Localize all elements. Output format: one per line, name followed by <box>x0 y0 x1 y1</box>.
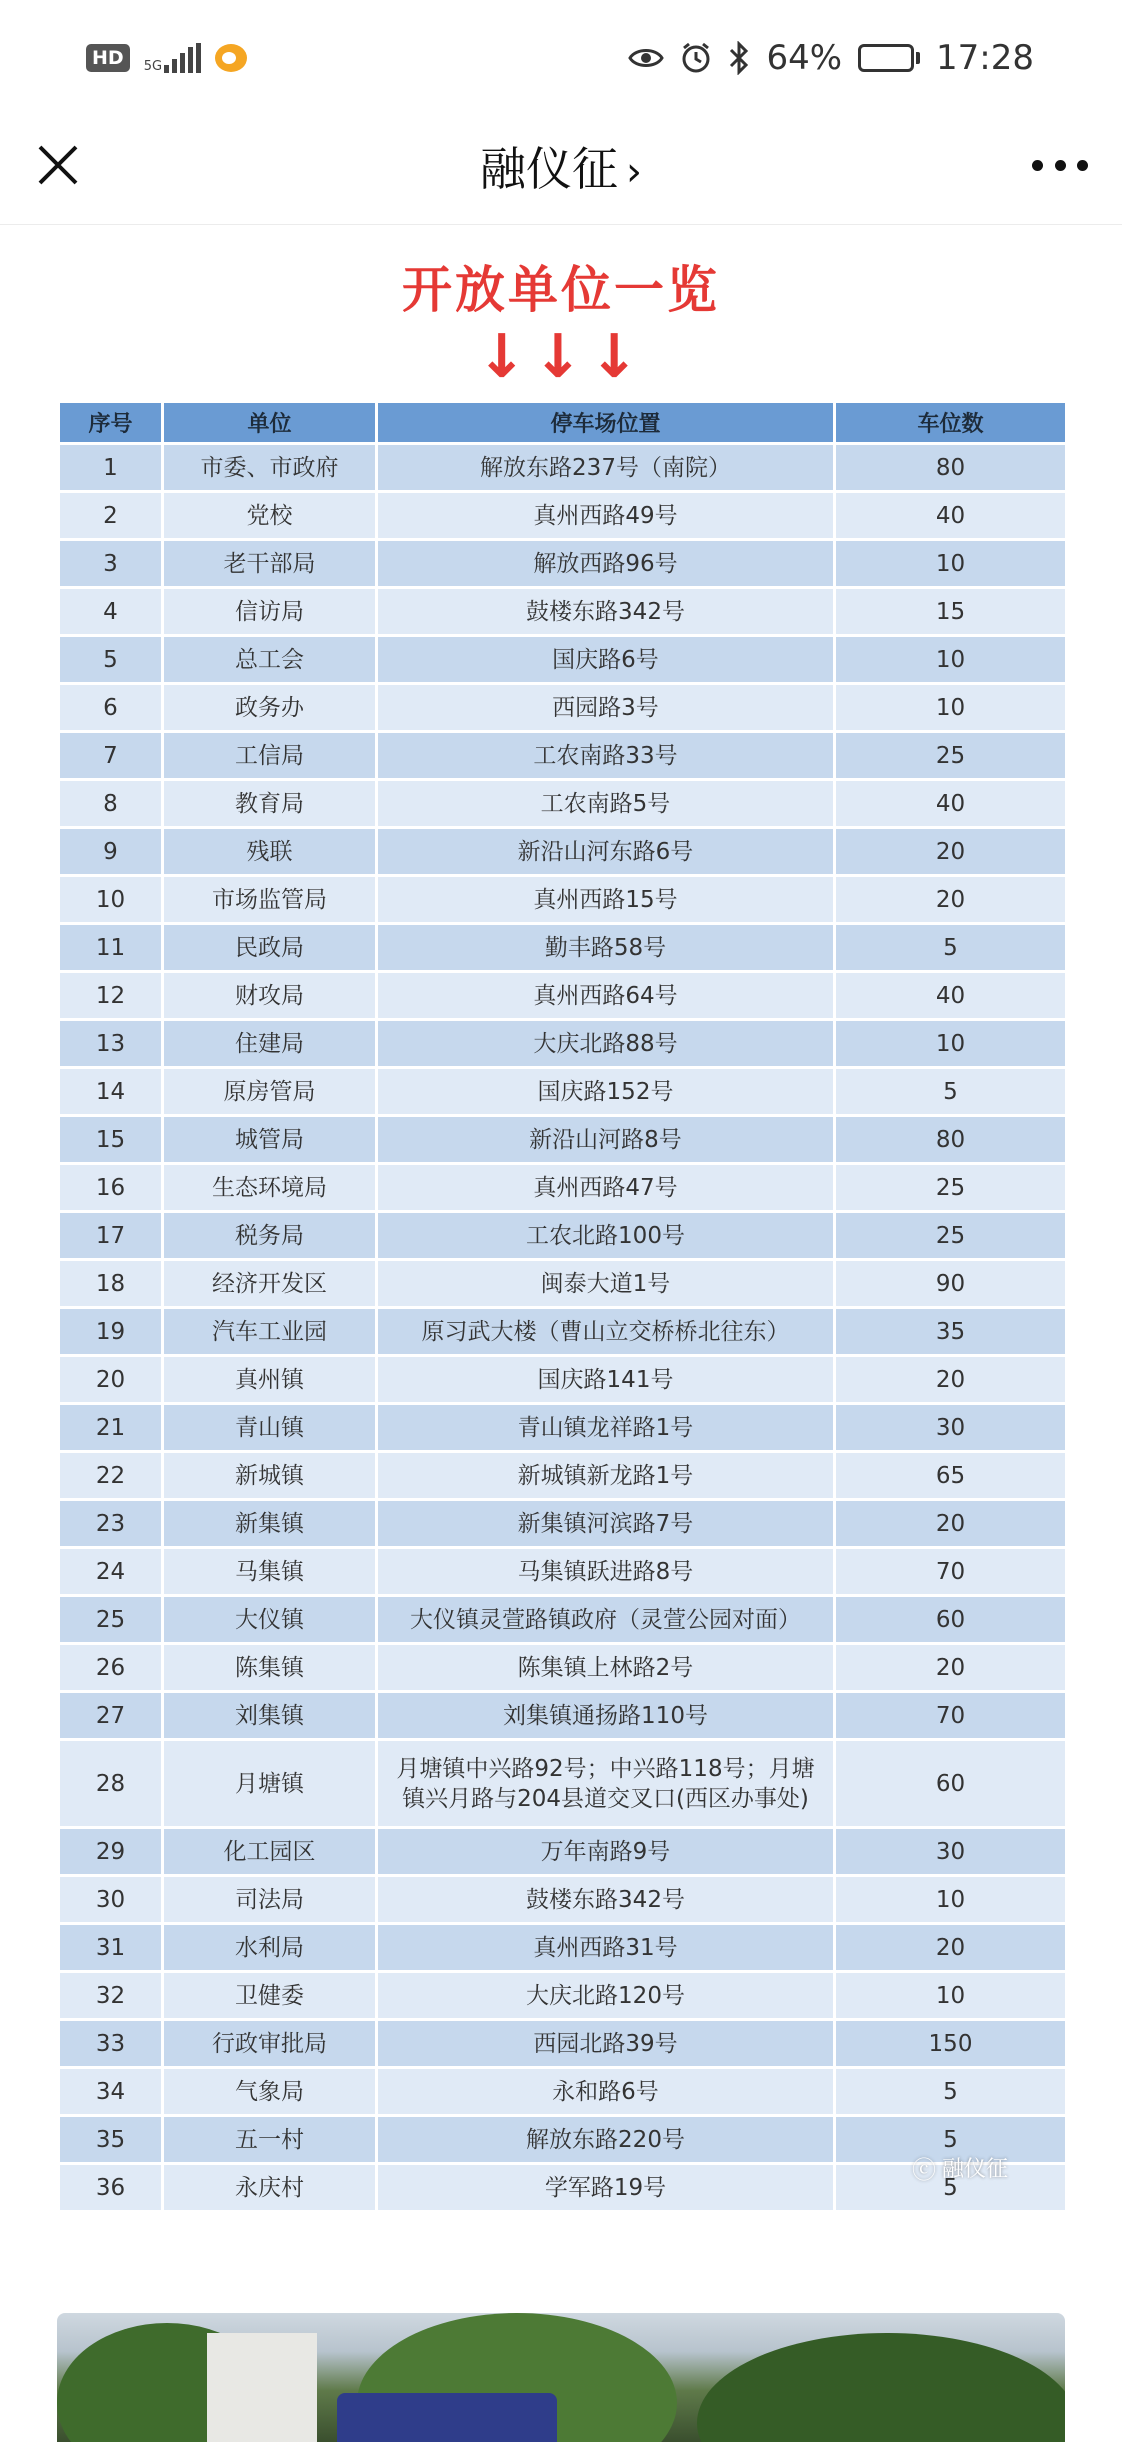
row-index: 20 <box>59 1356 163 1404</box>
table-row <box>59 924 1067 972</box>
row-location: 解放东路220号 <box>377 2116 835 2164</box>
table-row <box>59 2020 1067 2068</box>
battery-icon <box>858 44 920 72</box>
table-row <box>59 972 1067 1020</box>
alarm-icon <box>680 42 712 74</box>
table-row <box>59 1404 1067 1452</box>
table-row <box>59 1500 1067 1548</box>
row-index: 36 <box>59 2164 163 2212</box>
table-row <box>59 444 1067 492</box>
row-index: 32 <box>59 1972 163 2020</box>
row-unit: 住建局 <box>163 1020 377 1068</box>
row-unit: 市场监管局 <box>163 876 377 924</box>
row-location: 真州西路31号 <box>377 1924 835 1972</box>
row-index: 19 <box>59 1308 163 1356</box>
row-spaces: 30 <box>835 1828 1067 1876</box>
row-location: 西园北路39号 <box>377 2020 835 2068</box>
row-spaces: 40 <box>835 492 1067 540</box>
row-unit: 月塘镇 <box>163 1740 377 1828</box>
table-row <box>59 780 1067 828</box>
table-row <box>59 1308 1067 1356</box>
row-spaces: 20 <box>835 1644 1067 1692</box>
row-location: 新集镇河滨路7号 <box>377 1500 835 1548</box>
row-location: 鼓楼东路342号 <box>377 1876 835 1924</box>
photo-building <box>207 2333 317 2442</box>
row-spaces: 20 <box>835 1356 1067 1404</box>
row-index: 10 <box>59 876 163 924</box>
table-row <box>59 1452 1067 1500</box>
row-location: 工农南路33号 <box>377 732 835 780</box>
row-index: 33 <box>59 2020 163 2068</box>
row-spaces: 150 <box>835 2020 1067 2068</box>
row-spaces: 40 <box>835 972 1067 1020</box>
row-spaces: 65 <box>835 1452 1067 1500</box>
row-unit: 刘集镇 <box>163 1692 377 1740</box>
row-index: 2 <box>59 492 163 540</box>
row-location: 工农北路100号 <box>377 1212 835 1260</box>
row-location: 学军路19号 <box>377 2164 835 2212</box>
row-index: 24 <box>59 1548 163 1596</box>
table-row <box>59 732 1067 780</box>
watermark-text: 融仪征 <box>942 2157 1009 2182</box>
eye-icon <box>628 45 664 71</box>
table-row <box>59 1692 1067 1740</box>
table-row <box>59 492 1067 540</box>
more-icon[interactable] <box>1032 145 1088 185</box>
row-index: 4 <box>59 588 163 636</box>
row-index: 21 <box>59 1404 163 1452</box>
row-spaces: 10 <box>835 684 1067 732</box>
row-location: 工农南路5号 <box>377 780 835 828</box>
row-index: 5 <box>59 636 163 684</box>
row-index: 18 <box>59 1260 163 1308</box>
status-bar <box>0 0 1122 115</box>
row-location: 真州西路15号 <box>377 876 835 924</box>
table-row <box>59 1020 1067 1068</box>
row-unit: 新集镇 <box>163 1500 377 1548</box>
table-row <box>59 1644 1067 1692</box>
row-spaces: 10 <box>835 1876 1067 1924</box>
row-location: 青山镇龙祥路1号 <box>377 1404 835 1452</box>
row-location: 陈集镇上林路2号 <box>377 1644 835 1692</box>
row-unit: 总工会 <box>163 636 377 684</box>
row-spaces: 80 <box>835 1116 1067 1164</box>
network-label: 5G <box>143 58 163 74</box>
row-index: 12 <box>59 972 163 1020</box>
row-location: 解放东路237号（南院） <box>377 444 835 492</box>
row-index: 27 <box>59 1692 163 1740</box>
row-index: 1 <box>59 444 163 492</box>
row-index: 3 <box>59 540 163 588</box>
row-spaces: 80 <box>835 444 1067 492</box>
row-unit: 司法局 <box>163 1876 377 1924</box>
table-row <box>59 1828 1067 1876</box>
watermark <box>912 2150 1008 2185</box>
nav-bar <box>0 115 1122 225</box>
row-spaces: 20 <box>835 1924 1067 1972</box>
row-unit: 税务局 <box>163 1212 377 1260</box>
row-unit: 卫健委 <box>163 1972 377 2020</box>
table-row <box>59 1116 1067 1164</box>
status-right <box>628 38 1034 78</box>
table-row <box>59 1356 1067 1404</box>
row-location: 新城镇新龙路1号 <box>377 1452 835 1500</box>
row-spaces: 70 <box>835 1692 1067 1740</box>
row-spaces: 25 <box>835 1164 1067 1212</box>
row-unit: 汽车工业园 <box>163 1308 377 1356</box>
row-location: 解放西路96号 <box>377 540 835 588</box>
table-row <box>59 540 1067 588</box>
article-photo[interactable] <box>57 2313 1065 2442</box>
row-unit: 原房管局 <box>163 1068 377 1116</box>
table-row <box>59 1260 1067 1308</box>
row-index: 7 <box>59 732 163 780</box>
row-index: 15 <box>59 1116 163 1164</box>
row-index: 8 <box>59 780 163 828</box>
row-location: 月塘镇中兴路92号；中兴路118号；月塘镇兴月路与204县道交叉口(西区办事处) <box>377 1740 835 1828</box>
table-row <box>59 828 1067 876</box>
row-location: 马集镇跃进路8号 <box>377 1548 835 1596</box>
row-spaces: 10 <box>835 1020 1067 1068</box>
row-location: 真州西路47号 <box>377 1164 835 1212</box>
row-spaces: 25 <box>835 732 1067 780</box>
row-spaces: 60 <box>835 1596 1067 1644</box>
table-row <box>59 684 1067 732</box>
row-location: 原习武大楼（曹山立交桥桥北往东） <box>377 1308 835 1356</box>
header-location: 停车场位置 <box>377 402 835 444</box>
row-location: 万年南路9号 <box>377 1828 835 1876</box>
row-index: 9 <box>59 828 163 876</box>
row-spaces: 40 <box>835 780 1067 828</box>
row-unit: 经济开发区 <box>163 1260 377 1308</box>
row-location: 国庆路6号 <box>377 636 835 684</box>
row-spaces: 25 <box>835 1212 1067 1260</box>
row-index: 25 <box>59 1596 163 1644</box>
row-location: 大庆北路88号 <box>377 1020 835 1068</box>
row-index: 35 <box>59 2116 163 2164</box>
row-spaces: 10 <box>835 540 1067 588</box>
row-spaces: 90 <box>835 1260 1067 1308</box>
row-index: 30 <box>59 1876 163 1924</box>
row-unit: 教育局 <box>163 780 377 828</box>
parking-table <box>57 400 1068 2213</box>
row-index: 22 <box>59 1452 163 1500</box>
row-spaces: 5 <box>835 1068 1067 1116</box>
wechat-icon: ⓒ <box>912 2156 936 2184</box>
row-spaces: 5 <box>835 924 1067 972</box>
row-index: 6 <box>59 684 163 732</box>
row-spaces: 30 <box>835 1404 1067 1452</box>
row-location: 鼓楼东路342号 <box>377 588 835 636</box>
table-row <box>59 1164 1067 1212</box>
row-location: 西园路3号 <box>377 684 835 732</box>
status-left <box>86 43 247 73</box>
account-name: 融仪征 <box>480 142 618 196</box>
table-row <box>59 1740 1067 1828</box>
table-row <box>59 876 1067 924</box>
row-unit: 工信局 <box>163 732 377 780</box>
table-row <box>59 2068 1067 2116</box>
row-spaces: 15 <box>835 588 1067 636</box>
row-unit: 青山镇 <box>163 1404 377 1452</box>
row-spaces: 70 <box>835 1548 1067 1596</box>
row-location: 大仪镇灵萱路镇政府（灵萱公园对面） <box>377 1596 835 1644</box>
row-spaces: 20 <box>835 1500 1067 1548</box>
row-spaces: 35 <box>835 1308 1067 1356</box>
row-index: 26 <box>59 1644 163 1692</box>
hd-badge: HD <box>86 44 130 72</box>
row-unit: 马集镇 <box>163 1548 377 1596</box>
row-unit: 老干部局 <box>163 540 377 588</box>
bluetooth-icon <box>728 41 750 75</box>
row-unit: 残联 <box>163 828 377 876</box>
row-unit: 大仪镇 <box>163 1596 377 1644</box>
battery-percent: 64% <box>766 37 843 78</box>
row-spaces: 5 <box>835 2164 1067 2212</box>
row-index: 13 <box>59 1020 163 1068</box>
row-location: 勤丰路58号 <box>377 924 835 972</box>
table-row <box>59 1596 1067 1644</box>
row-location: 真州西路64号 <box>377 972 835 1020</box>
table-row <box>59 1876 1067 1924</box>
chevron-right-icon: › <box>626 149 642 195</box>
table-header-row <box>59 402 1067 444</box>
photo-vehicle <box>337 2393 557 2442</box>
row-spaces: 20 <box>835 828 1067 876</box>
header-unit: 单位 <box>163 402 377 444</box>
row-unit: 财攻局 <box>163 972 377 1020</box>
row-location: 闽泰大道1号 <box>377 1260 835 1308</box>
row-spaces: 10 <box>835 1972 1067 2020</box>
row-unit: 政务办 <box>163 684 377 732</box>
header-index: 序号 <box>59 402 163 444</box>
table-row <box>59 636 1067 684</box>
table-row <box>59 1924 1067 1972</box>
row-unit: 信访局 <box>163 588 377 636</box>
clock: 17:28 <box>936 37 1034 78</box>
row-location: 新沿山河路8号 <box>377 1116 835 1164</box>
row-spaces: 10 <box>835 636 1067 684</box>
photo-tree <box>697 2333 1065 2442</box>
row-location: 永和路6号 <box>377 2068 835 2116</box>
table-row <box>59 1212 1067 1260</box>
row-unit: 陈集镇 <box>163 1644 377 1692</box>
row-index: 28 <box>59 1740 163 1828</box>
row-unit: 真州镇 <box>163 1356 377 1404</box>
row-spaces: 60 <box>835 1740 1067 1828</box>
table-row <box>59 1068 1067 1116</box>
row-location: 真州西路49号 <box>377 492 835 540</box>
row-location: 刘集镇通扬路110号 <box>377 1692 835 1740</box>
signal-icon <box>144 43 201 73</box>
row-spaces: 20 <box>835 876 1067 924</box>
row-unit: 气象局 <box>163 2068 377 2116</box>
row-spaces: 5 <box>835 2068 1067 2116</box>
weibo-icon <box>215 44 247 72</box>
row-unit: 城管局 <box>163 1116 377 1164</box>
row-index: 14 <box>59 1068 163 1116</box>
row-spaces: 5 <box>835 2116 1067 2164</box>
row-unit: 化工园区 <box>163 1828 377 1876</box>
row-unit: 市委、市政府 <box>163 444 377 492</box>
row-index: 23 <box>59 1500 163 1548</box>
row-unit: 党校 <box>163 492 377 540</box>
row-unit: 水利局 <box>163 1924 377 1972</box>
row-index: 29 <box>59 1828 163 1876</box>
row-unit: 民政局 <box>163 924 377 972</box>
row-location: 大庆北路120号 <box>377 1972 835 2020</box>
row-location: 国庆路152号 <box>377 1068 835 1116</box>
row-unit: 新城镇 <box>163 1452 377 1500</box>
row-index: 17 <box>59 1212 163 1260</box>
row-index: 34 <box>59 2068 163 2116</box>
row-unit: 生态环境局 <box>163 1164 377 1212</box>
row-index: 16 <box>59 1164 163 1212</box>
row-index: 11 <box>59 924 163 972</box>
account-title[interactable] <box>0 133 1122 199</box>
table-row <box>59 588 1067 636</box>
row-unit: 五一村 <box>163 2116 377 2164</box>
table-row <box>59 1972 1067 2020</box>
header-spaces: 车位数 <box>835 402 1067 444</box>
row-location: 国庆路141号 <box>377 1356 835 1404</box>
row-unit: 永庆村 <box>163 2164 377 2212</box>
row-location: 新沿山河东路6号 <box>377 828 835 876</box>
table-body <box>59 444 1067 2212</box>
down-arrows: ↓↓↓ <box>476 322 646 392</box>
row-index: 31 <box>59 1924 163 1972</box>
row-unit: 行政审批局 <box>163 2020 377 2068</box>
article-heading: 开放单位一览 <box>402 261 720 319</box>
table-row <box>59 1548 1067 1596</box>
